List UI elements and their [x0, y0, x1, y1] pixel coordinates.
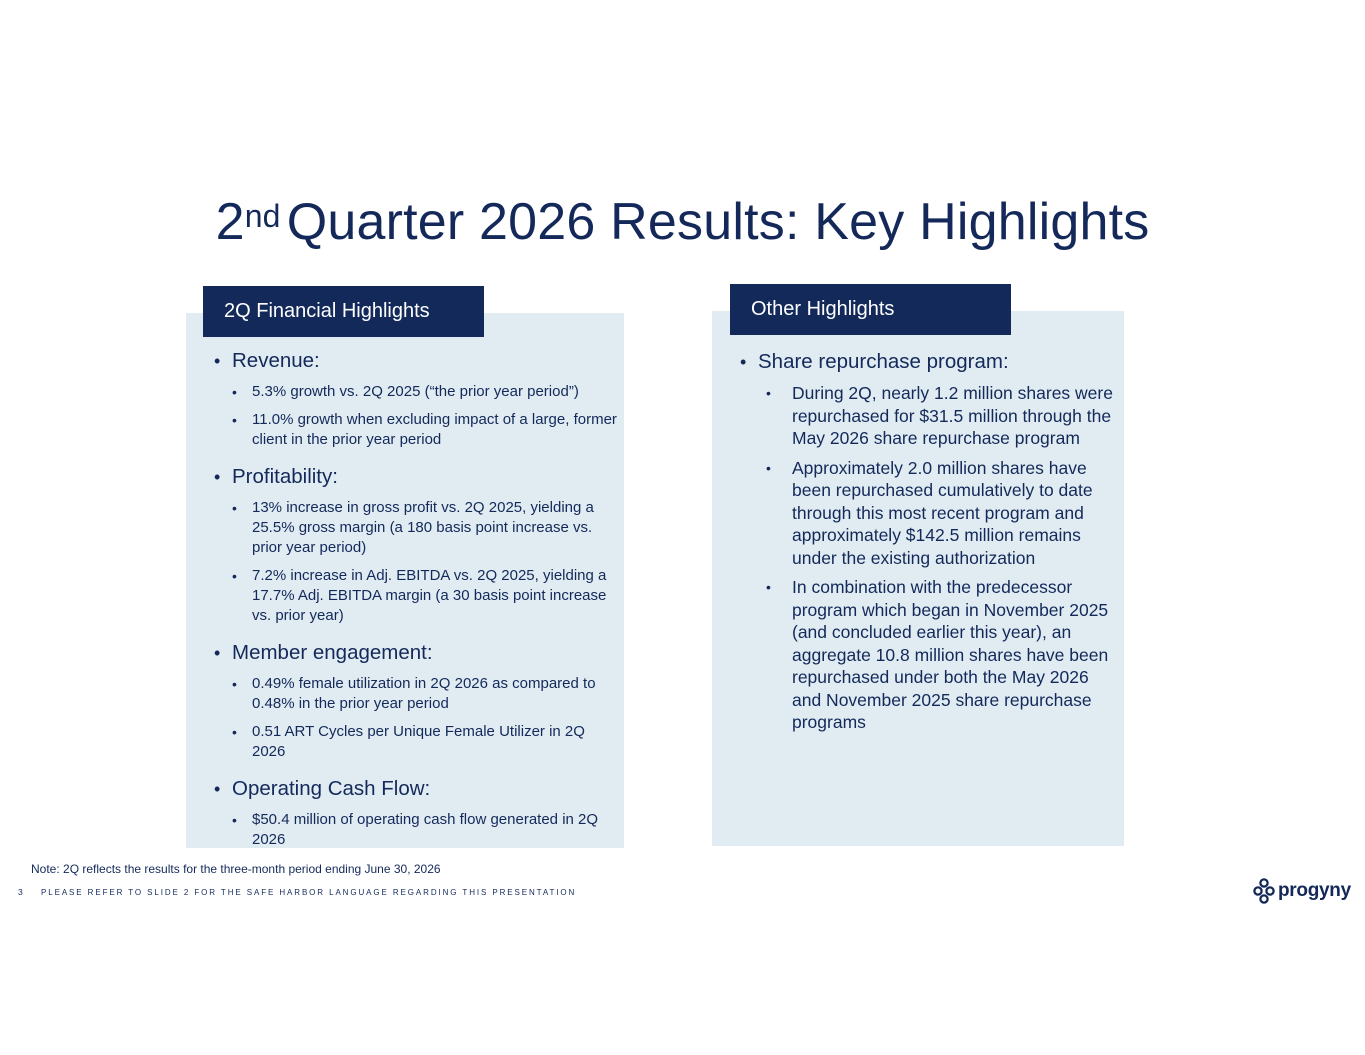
list-item-text: 7.2% increase in Adj. EBITDA vs. 2Q 2025, yielding a 17.7% Adj. EBITDA margin (a 30 basis point increase vs. prior year) [252, 567, 607, 624]
bullet-icon: • [232, 568, 237, 584]
section-share-repurchase [740, 349, 1115, 734]
list-item-text: $50.4 million of operating cash flow generated in 2Q 2026 [252, 811, 599, 848]
list-item [232, 722, 619, 762]
list-item [232, 498, 619, 558]
section-revenue [214, 348, 619, 450]
section-title: Operating Cash Flow: [232, 777, 431, 800]
financial-highlights-tab [203, 286, 484, 337]
list-item [232, 674, 619, 714]
bullet-icon: • [766, 579, 771, 595]
progyny-logo [1253, 877, 1351, 905]
other-highlights-tab-label: Other Highlights [751, 298, 895, 320]
list-item [766, 457, 1115, 570]
list-item [766, 576, 1115, 734]
section-title: Profitability: [232, 465, 338, 488]
list-item-text: 5.3% growth vs. 2Q 2025 (“the prior year period”) [252, 383, 579, 400]
page-number: 3 [18, 887, 23, 897]
list-item [232, 382, 619, 402]
list-item [232, 810, 619, 850]
bullet-icon: • [232, 724, 237, 740]
list-item-text: In combination with the predecessor program which began in November 2025 (and concluded earlier this year), an aggregate 10.8 million shares have been repurchased under both the May 2026 and November 2025 share repurchase programs [792, 577, 1109, 732]
bullet-icon: • [232, 812, 237, 828]
title-prefix: 2 [215, 193, 245, 251]
bullet-icon: • [214, 779, 221, 799]
bullet-icon: • [232, 676, 237, 692]
bullet-icon: • [214, 643, 221, 663]
list-item-text: 11.0% growth when excluding impact of a large, former client in the prior year period [252, 411, 617, 448]
safe-harbor-footer: PLEASE REFER TO SLIDE 2 FOR THE SAFE HARBOR LANGUAGE REGARDING THIS PRESENTATION [41, 888, 577, 897]
section-title: Revenue: [232, 349, 320, 372]
bullet-icon: • [214, 467, 221, 487]
bullet-icon: • [232, 500, 237, 516]
logo-wordmark: progyny [1278, 880, 1351, 901]
section-title: Share repurchase program: [758, 350, 1009, 373]
list-item [232, 566, 619, 626]
section-member-engagement [214, 640, 619, 762]
title-superscript: nd [244, 198, 281, 234]
slide-title [0, 192, 1365, 252]
other-highlights-tab [730, 284, 1011, 335]
list-item-text: Approximately 2.0 million shares have been repurchased cumulatively to date through this most recent program and approximately $142.5 million remains under the existing authorization [792, 457, 1093, 568]
title-main: Quarter 2026 Results: Key Highlights [286, 193, 1150, 251]
bullet-icon: • [766, 459, 771, 476]
list-item [232, 410, 619, 450]
financial-highlights-tab-label: 2Q Financial Highlights [224, 300, 430, 322]
list-item [766, 382, 1115, 450]
financial-highlights-list [214, 348, 619, 850]
list-item-text: During 2Q, nearly 1.2 million shares were repurchased for $31.5 million through the May 2026 share repurchase program [792, 383, 1113, 448]
bullet-icon: • [740, 352, 747, 372]
bullet-icon: • [214, 351, 221, 371]
bullet-icon: • [232, 412, 237, 428]
other-highlights-list [740, 349, 1115, 734]
section-profitability [214, 464, 619, 626]
footnote: Note: 2Q reflects the results for the three-month period ending June 30, 2026 [31, 862, 441, 876]
bullet-icon: • [232, 384, 237, 400]
list-item-text: 13% increase in gross profit vs. 2Q 2025, yielding a 25.5% gross margin (a 180 basis point increase vs. prior year period) [252, 499, 594, 556]
section-operating-cash-flow [214, 776, 619, 850]
section-title: Member engagement: [232, 641, 433, 664]
list-item-text: 0.49% female utilization in 2Q 2026 as compared to 0.48% in the prior year period [252, 675, 596, 712]
progyny-logo-icon [1253, 878, 1275, 904]
bullet-icon: • [766, 385, 771, 401]
list-item-text: 0.51 ART Cycles per Unique Female Utilizer in 2Q 2026 [252, 723, 585, 760]
